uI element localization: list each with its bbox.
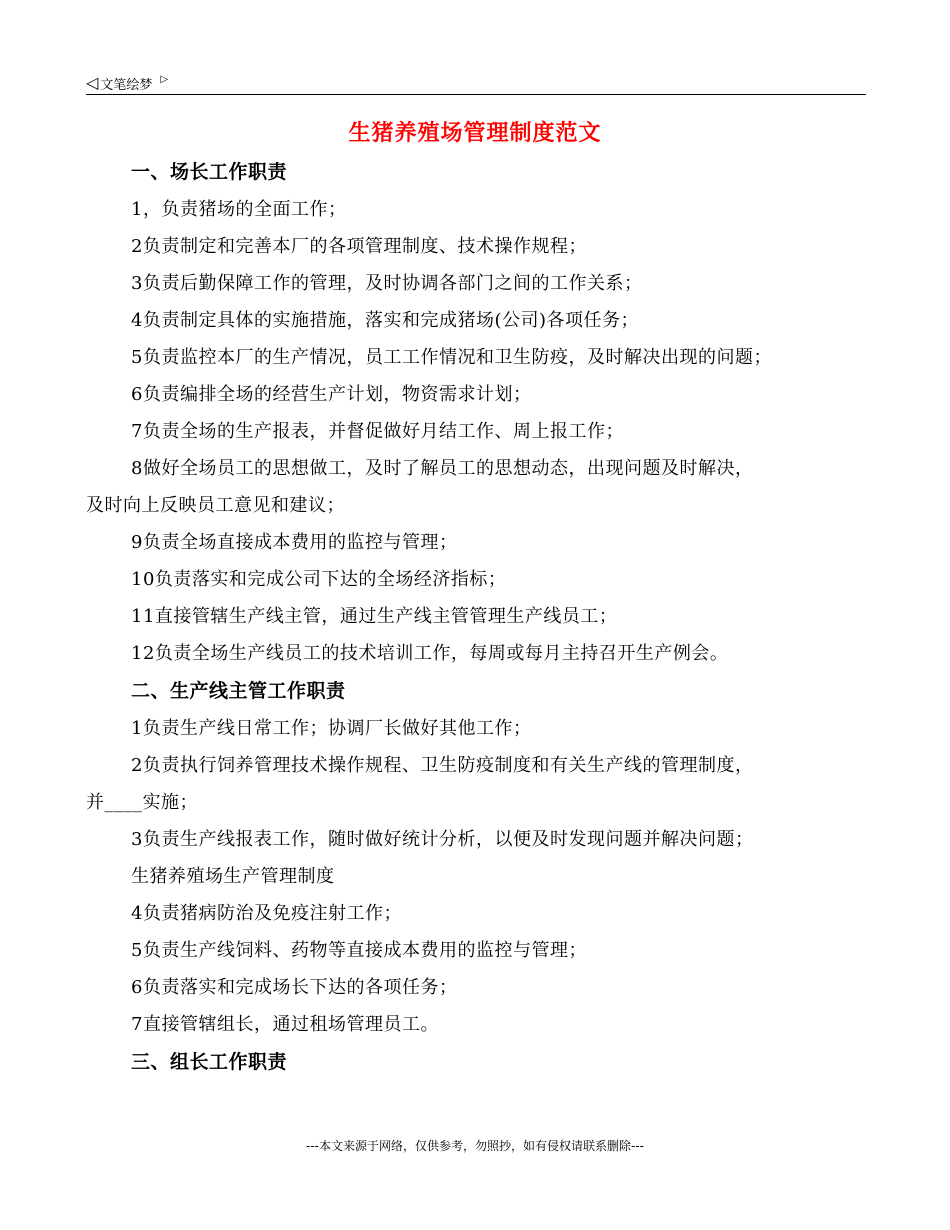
section-3-heading: 三、组长工作职责 bbox=[131, 1051, 288, 1073]
section-2-item: 3负责生产线报表工作，随时做好统计分析，以便及时发现问题并解决问题； bbox=[131, 829, 754, 850]
section-1-item: 1，负责猪场的全面工作； bbox=[131, 199, 347, 220]
document-title: 生猪养殖场管理制度范文 bbox=[348, 121, 602, 146]
section-2-item: 4负责猪病防治及免疫注射工作； bbox=[131, 903, 402, 924]
header-brand: 文笔绘梦 bbox=[100, 77, 153, 93]
section-2-heading: 二、生产线主管工作职责 bbox=[131, 680, 346, 702]
section-2-item: 2负责执行饲养管理技术操作规程、卫生防疫制度和有关生产线的管理制度， bbox=[131, 755, 754, 776]
section-1-heading: 一、场长工作职责 bbox=[131, 161, 288, 183]
section-1-item: 12负责全场生产线员工的技术培训工作，每周或每月主持召开生产例会。 bbox=[131, 643, 729, 664]
section-1-item: 9负责全场直接成本费用的监控与管理； bbox=[131, 532, 458, 553]
section-1-item: 5负责监控本厂的生产情况，员工工作情况和卫生防疫，及时解决出现的问题； bbox=[131, 347, 772, 368]
section-1-item: 11直接管辖生产线主管，通过生产线主管管理生产线员工； bbox=[131, 606, 618, 627]
section-1-item: 10负责落实和完成公司下达的全场经济指标； bbox=[131, 569, 507, 590]
section-1-item: 3负责后勤保障工作的管理，及时协调各部门之间的工作关系； bbox=[131, 273, 643, 294]
section-1-item: 8做好全场员工的思想做工，及时了解员工的思想动态，出现问题及时解决， bbox=[131, 458, 754, 479]
section-2-subtitle: 生猪养殖场生产管理制度 bbox=[131, 866, 335, 887]
section-2-item: 6负责落实和完成场长下达的各项任务； bbox=[131, 977, 458, 998]
section-2-item: 7直接管辖组长，通过租场管理员工。 bbox=[131, 1014, 439, 1035]
section-1-item-continuation: 及时向上反映员工意见和建议； bbox=[86, 495, 345, 516]
section-1-item: 2负责制定和完善本厂的各项管理制度、技术操作规程； bbox=[131, 236, 587, 257]
page-header bbox=[86, 72, 866, 95]
section-2-item-continuation: 并____实施； bbox=[86, 792, 198, 813]
triangle-left-icon: ◁ bbox=[86, 73, 99, 92]
section-2-item: 5负责生产线饲料、药物等直接成本费用的监控与管理； bbox=[131, 940, 587, 961]
section-1-item: 6负责编排全场的经营生产计划，物资需求计划； bbox=[131, 384, 532, 405]
section-1-item: 4负责制定具体的实施措施，落实和完成猪场(公司)各项任务； bbox=[131, 310, 639, 331]
section-2-item: 1负责生产线日常工作；协调厂长做好其他工作； bbox=[131, 718, 532, 739]
triangle-right-icon: ▷ bbox=[160, 73, 169, 85]
page-footer: ---本文来源于网络，仅供参考，勿照抄，如有侵权请联系删除--- bbox=[306, 1139, 644, 1153]
section-1-item: 7负责全场的生产报表，并督促做好月结工作、周上报工作； bbox=[131, 421, 624, 442]
